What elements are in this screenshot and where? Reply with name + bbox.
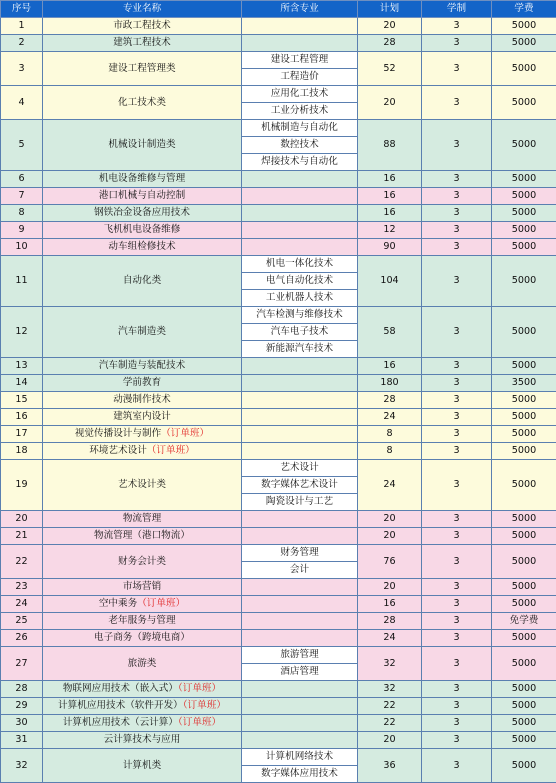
row-number: 30 bbox=[1, 715, 43, 732]
sub-major: 财务管理 bbox=[242, 545, 358, 562]
table-row bbox=[1, 528, 556, 545]
row-number: 29 bbox=[1, 698, 43, 715]
plan-count: 12 bbox=[358, 222, 422, 239]
table-row bbox=[1, 171, 556, 188]
major-name-cell bbox=[43, 120, 242, 171]
tuition-fee: 5000 bbox=[492, 681, 556, 698]
table-row bbox=[1, 647, 556, 664]
row-number: 23 bbox=[1, 579, 43, 596]
duration-years: 3 bbox=[422, 596, 492, 613]
plan-count: 22 bbox=[358, 698, 422, 715]
sub-major: 数字媒体艺术设计 bbox=[242, 477, 358, 494]
plan-count: 20 bbox=[358, 511, 422, 528]
table-row bbox=[1, 732, 556, 749]
plan-count: 24 bbox=[358, 460, 422, 511]
header-no: 序号 bbox=[1, 1, 43, 18]
row-number: 12 bbox=[1, 307, 43, 358]
major-name: 环境艺术设计 bbox=[89, 445, 147, 456]
tuition-fee: 5000 bbox=[492, 52, 556, 86]
plan-count: 24 bbox=[358, 409, 422, 426]
row-number: 15 bbox=[1, 392, 43, 409]
major-name-cell bbox=[43, 307, 242, 358]
table-row bbox=[1, 749, 556, 766]
sub-major: 酒店管理 bbox=[242, 664, 358, 681]
duration-years: 3 bbox=[422, 698, 492, 715]
major-name: 化工技术类 bbox=[118, 97, 166, 108]
row-number: 16 bbox=[1, 409, 43, 426]
duration-years: 3 bbox=[422, 375, 492, 392]
table-row bbox=[1, 460, 556, 477]
row-number: 4 bbox=[1, 86, 43, 120]
tuition-fee: 5000 bbox=[492, 307, 556, 358]
major-name-cell bbox=[43, 443, 242, 460]
major-name-cell bbox=[43, 528, 242, 545]
plan-count: 28 bbox=[358, 35, 422, 52]
tuition-fee: 5000 bbox=[492, 749, 556, 783]
tuition-fee: 5000 bbox=[492, 715, 556, 732]
order-class-tag: （订单班） bbox=[147, 445, 195, 456]
major-name-cell bbox=[43, 205, 242, 222]
tuition-fee: 5000 bbox=[492, 443, 556, 460]
duration-years: 3 bbox=[422, 358, 492, 375]
sub-major-empty bbox=[242, 443, 358, 460]
major-name: 电子商务（跨境电商） bbox=[94, 632, 190, 643]
row-number: 6 bbox=[1, 171, 43, 188]
sub-major-empty bbox=[242, 596, 358, 613]
tuition-fee: 5000 bbox=[492, 732, 556, 749]
table-row bbox=[1, 86, 556, 103]
duration-years: 3 bbox=[422, 35, 492, 52]
tuition-fee: 5000 bbox=[492, 528, 556, 545]
major-name: 云计算技术与应用 bbox=[104, 734, 181, 745]
sub-major-empty bbox=[242, 426, 358, 443]
duration-years: 3 bbox=[422, 307, 492, 358]
major-name-cell bbox=[43, 358, 242, 375]
major-name: 物流管理（港口物流） bbox=[94, 530, 190, 541]
header-row bbox=[1, 1, 556, 18]
sub-major: 旅游管理 bbox=[242, 647, 358, 664]
tuition-fee: 5000 bbox=[492, 630, 556, 647]
table-row bbox=[1, 222, 556, 239]
major-name-cell bbox=[43, 35, 242, 52]
tuition-fee: 5000 bbox=[492, 358, 556, 375]
major-name: 计算机应用技术（软件开发） bbox=[58, 700, 183, 711]
duration-years: 3 bbox=[422, 18, 492, 35]
major-name-cell bbox=[43, 171, 242, 188]
row-number: 8 bbox=[1, 205, 43, 222]
table-row bbox=[1, 375, 556, 392]
duration-years: 3 bbox=[422, 681, 492, 698]
sub-major-empty bbox=[242, 613, 358, 630]
row-number: 25 bbox=[1, 613, 43, 630]
tuition-fee: 5000 bbox=[492, 86, 556, 120]
duration-years: 3 bbox=[422, 715, 492, 732]
major-name: 建筑工程技术 bbox=[113, 37, 171, 48]
plan-count: 16 bbox=[358, 596, 422, 613]
major-name: 机械设计制造类 bbox=[108, 139, 175, 150]
duration-years: 3 bbox=[422, 630, 492, 647]
duration-years: 3 bbox=[422, 545, 492, 579]
major-name-cell bbox=[43, 222, 242, 239]
sub-major-empty bbox=[242, 171, 358, 188]
sub-major: 数字媒体应用技术 bbox=[242, 766, 358, 783]
tuition-fee: 5000 bbox=[492, 579, 556, 596]
sub-major-empty bbox=[242, 358, 358, 375]
row-number: 1 bbox=[1, 18, 43, 35]
header-years: 学制 bbox=[422, 1, 492, 18]
sub-major: 电气自动化技术 bbox=[242, 273, 358, 290]
duration-years: 3 bbox=[422, 188, 492, 205]
row-number: 2 bbox=[1, 35, 43, 52]
sub-major: 机械制造与自动化 bbox=[242, 120, 358, 137]
sub-major: 工业机器人技术 bbox=[242, 290, 358, 307]
plan-count: 16 bbox=[358, 205, 422, 222]
sub-major: 工程造价 bbox=[242, 69, 358, 86]
row-number: 7 bbox=[1, 188, 43, 205]
major-name: 物联网应用技术（嵌入式） bbox=[63, 683, 178, 694]
major-name-cell bbox=[43, 749, 242, 783]
major-name: 市场营销 bbox=[123, 581, 161, 592]
table-row bbox=[1, 579, 556, 596]
major-name-cell bbox=[43, 613, 242, 630]
major-name-cell bbox=[43, 715, 242, 732]
table-row bbox=[1, 698, 556, 715]
duration-years: 3 bbox=[422, 511, 492, 528]
order-class-tag: （订单班） bbox=[183, 700, 226, 711]
table-row bbox=[1, 426, 556, 443]
table-row bbox=[1, 307, 556, 324]
duration-years: 3 bbox=[422, 460, 492, 511]
sub-major-empty bbox=[242, 188, 358, 205]
major-name-cell bbox=[43, 647, 242, 681]
sub-major-empty bbox=[242, 715, 358, 732]
major-name-cell bbox=[43, 52, 242, 86]
sub-major: 应用化工技术 bbox=[242, 86, 358, 103]
tuition-fee: 5000 bbox=[492, 511, 556, 528]
table-row bbox=[1, 409, 556, 426]
row-number: 13 bbox=[1, 358, 43, 375]
duration-years: 3 bbox=[422, 528, 492, 545]
major-name-cell bbox=[43, 239, 242, 256]
header-fee: 学费 bbox=[492, 1, 556, 18]
plan-count: 20 bbox=[358, 528, 422, 545]
plan-count: 180 bbox=[358, 375, 422, 392]
major-name: 飞机机电设备维修 bbox=[104, 224, 181, 235]
duration-years: 3 bbox=[422, 392, 492, 409]
plan-count: 20 bbox=[358, 732, 422, 749]
table-row bbox=[1, 596, 556, 613]
major-name: 财务会计类 bbox=[118, 556, 166, 567]
table-row bbox=[1, 511, 556, 528]
plan-count: 28 bbox=[358, 392, 422, 409]
sub-major: 陶瓷设计与工艺 bbox=[242, 494, 358, 511]
duration-years: 3 bbox=[422, 256, 492, 307]
sub-major-empty bbox=[242, 409, 358, 426]
table-row bbox=[1, 205, 556, 222]
tuition-fee: 5000 bbox=[492, 18, 556, 35]
plan-count: 58 bbox=[358, 307, 422, 358]
table-row bbox=[1, 681, 556, 698]
duration-years: 3 bbox=[422, 613, 492, 630]
table-row bbox=[1, 188, 556, 205]
order-class-tag: （订单班） bbox=[137, 598, 185, 609]
sub-major: 艺术设计 bbox=[242, 460, 358, 477]
major-name-cell bbox=[43, 596, 242, 613]
row-number: 19 bbox=[1, 460, 43, 511]
tuition-fee: 5000 bbox=[492, 409, 556, 426]
major-name-cell bbox=[43, 86, 242, 120]
sub-major-empty bbox=[242, 205, 358, 222]
order-class-tag: （订单班） bbox=[178, 683, 221, 694]
sub-major: 数控技术 bbox=[242, 137, 358, 154]
row-number: 31 bbox=[1, 732, 43, 749]
tuition-fee: 5000 bbox=[492, 545, 556, 579]
sub-major: 新能源汽车技术 bbox=[242, 341, 358, 358]
tuition-fee: 5000 bbox=[492, 596, 556, 613]
major-name: 艺术设计类 bbox=[118, 479, 166, 490]
major-name: 建筑室内设计 bbox=[113, 411, 171, 422]
major-name-cell bbox=[43, 698, 242, 715]
major-name: 钢铁冶金设备应用技术 bbox=[94, 207, 190, 218]
major-name-cell bbox=[43, 732, 242, 749]
plan-count: 16 bbox=[358, 188, 422, 205]
major-name-cell bbox=[43, 579, 242, 596]
tuition-fee: 5000 bbox=[492, 35, 556, 52]
tuition-fee: 5000 bbox=[492, 392, 556, 409]
table-row bbox=[1, 120, 556, 137]
tuition-fee: 5000 bbox=[492, 647, 556, 681]
sub-major-empty bbox=[242, 239, 358, 256]
sub-major-empty bbox=[242, 579, 358, 596]
sub-major-empty bbox=[242, 698, 358, 715]
plan-count: 16 bbox=[358, 171, 422, 188]
tuition-fee: 5000 bbox=[492, 698, 556, 715]
sub-major: 会计 bbox=[242, 562, 358, 579]
major-name: 老年服务与管理 bbox=[108, 615, 175, 626]
plan-count: 32 bbox=[358, 647, 422, 681]
sub-major: 汽车电子技术 bbox=[242, 324, 358, 341]
plan-count: 16 bbox=[358, 358, 422, 375]
major-name: 动漫制作技术 bbox=[113, 394, 171, 405]
row-number: 3 bbox=[1, 52, 43, 86]
plan-count: 28 bbox=[358, 613, 422, 630]
sub-major-empty bbox=[242, 511, 358, 528]
major-name: 港口机械与自动控制 bbox=[99, 190, 185, 201]
plan-count: 20 bbox=[358, 579, 422, 596]
major-name-cell bbox=[43, 545, 242, 579]
duration-years: 3 bbox=[422, 171, 492, 188]
major-name-cell bbox=[43, 460, 242, 511]
sub-major-empty bbox=[242, 681, 358, 698]
row-number: 20 bbox=[1, 511, 43, 528]
duration-years: 3 bbox=[422, 647, 492, 681]
plan-count: 36 bbox=[358, 749, 422, 783]
row-number: 5 bbox=[1, 120, 43, 171]
tuition-fee: 5000 bbox=[492, 120, 556, 171]
sub-major-empty bbox=[242, 732, 358, 749]
table-row bbox=[1, 715, 556, 732]
duration-years: 3 bbox=[422, 120, 492, 171]
table-row bbox=[1, 392, 556, 409]
sub-major-empty bbox=[242, 18, 358, 35]
plan-count: 52 bbox=[358, 52, 422, 86]
duration-years: 3 bbox=[422, 52, 492, 86]
sub-major-empty bbox=[242, 375, 358, 392]
major-name: 物流管理 bbox=[123, 513, 161, 524]
major-name-cell bbox=[43, 409, 242, 426]
sub-major: 汽车检测与维修技术 bbox=[242, 307, 358, 324]
row-number: 11 bbox=[1, 256, 43, 307]
duration-years: 3 bbox=[422, 579, 492, 596]
duration-years: 3 bbox=[422, 205, 492, 222]
major-name-cell bbox=[43, 681, 242, 698]
major-name: 计算机类 bbox=[123, 760, 161, 771]
major-name-cell bbox=[43, 18, 242, 35]
table-row bbox=[1, 18, 556, 35]
sub-major-empty bbox=[242, 630, 358, 647]
sub-major-empty bbox=[242, 35, 358, 52]
tuition-fee: 5000 bbox=[492, 460, 556, 511]
plan-count: 76 bbox=[358, 545, 422, 579]
major-name-cell bbox=[43, 375, 242, 392]
plan-count: 20 bbox=[358, 18, 422, 35]
table-row bbox=[1, 613, 556, 630]
row-number: 24 bbox=[1, 596, 43, 613]
row-number: 21 bbox=[1, 528, 43, 545]
tuition-fee: 5000 bbox=[492, 222, 556, 239]
row-number: 27 bbox=[1, 647, 43, 681]
major-name: 汽车制造与装配技术 bbox=[99, 360, 185, 371]
table-row bbox=[1, 630, 556, 647]
plan-count: 20 bbox=[358, 86, 422, 120]
order-class-tag: （订单班） bbox=[178, 717, 221, 728]
major-name-cell bbox=[43, 392, 242, 409]
major-name: 市政工程技术 bbox=[113, 20, 171, 31]
major-name: 旅游类 bbox=[128, 658, 157, 669]
sub-major-empty bbox=[242, 528, 358, 545]
major-name-cell bbox=[43, 426, 242, 443]
major-name: 视觉传播设计与制作 bbox=[75, 428, 161, 439]
tuition-fee: 5000 bbox=[492, 239, 556, 256]
plan-count: 90 bbox=[358, 239, 422, 256]
sub-major: 焊接技术与自动化 bbox=[242, 154, 358, 171]
duration-years: 3 bbox=[422, 732, 492, 749]
sub-major: 建设工程管理 bbox=[242, 52, 358, 69]
sub-major: 计算机网络技术 bbox=[242, 749, 358, 766]
row-number: 18 bbox=[1, 443, 43, 460]
major-name: 自动化类 bbox=[123, 275, 161, 286]
plan-count: 32 bbox=[358, 681, 422, 698]
order-class-tag: （订单班） bbox=[161, 428, 209, 439]
tuition-fee: 5000 bbox=[492, 426, 556, 443]
major-name: 计算机应用技术（云计算） bbox=[63, 717, 178, 728]
tuition-fee: 5000 bbox=[492, 205, 556, 222]
row-number: 14 bbox=[1, 375, 43, 392]
row-number: 10 bbox=[1, 239, 43, 256]
table-row bbox=[1, 35, 556, 52]
table-body bbox=[1, 18, 556, 783]
sub-major: 工业分析技术 bbox=[242, 103, 358, 120]
header-plan: 计划 bbox=[358, 1, 422, 18]
sub-major-empty bbox=[242, 222, 358, 239]
plan-count: 8 bbox=[358, 443, 422, 460]
row-number: 17 bbox=[1, 426, 43, 443]
duration-years: 3 bbox=[422, 86, 492, 120]
duration-years: 3 bbox=[422, 426, 492, 443]
plan-count: 24 bbox=[358, 630, 422, 647]
major-name-cell bbox=[43, 511, 242, 528]
major-name: 汽车制造类 bbox=[118, 326, 166, 337]
table-row bbox=[1, 239, 556, 256]
plan-count: 22 bbox=[358, 715, 422, 732]
tuition-fee: 免学费 bbox=[492, 613, 556, 630]
sub-major-empty bbox=[242, 392, 358, 409]
major-name-cell bbox=[43, 188, 242, 205]
duration-years: 3 bbox=[422, 239, 492, 256]
table-row bbox=[1, 256, 556, 273]
duration-years: 3 bbox=[422, 443, 492, 460]
row-number: 22 bbox=[1, 545, 43, 579]
major-name: 建设工程管理类 bbox=[108, 63, 175, 74]
duration-years: 3 bbox=[422, 222, 492, 239]
plan-count: 8 bbox=[358, 426, 422, 443]
plan-count: 88 bbox=[358, 120, 422, 171]
sub-major: 机电一体化技术 bbox=[242, 256, 358, 273]
plan-count: 104 bbox=[358, 256, 422, 307]
row-number: 26 bbox=[1, 630, 43, 647]
duration-years: 3 bbox=[422, 749, 492, 783]
major-name: 学前教育 bbox=[123, 377, 161, 388]
tuition-fee: 5000 bbox=[492, 171, 556, 188]
row-number: 32 bbox=[1, 749, 43, 783]
tuition-fee: 5000 bbox=[492, 188, 556, 205]
table-row bbox=[1, 443, 556, 460]
table-row bbox=[1, 52, 556, 69]
table-row bbox=[1, 358, 556, 375]
major-name: 机电设备维修与管理 bbox=[99, 173, 185, 184]
row-number: 9 bbox=[1, 222, 43, 239]
major-name-cell bbox=[43, 256, 242, 307]
major-name: 空中乘务 bbox=[99, 598, 137, 609]
row-number: 28 bbox=[1, 681, 43, 698]
tuition-fee: 3500 bbox=[492, 375, 556, 392]
header-sub: 所含专业 bbox=[242, 1, 358, 18]
duration-years: 3 bbox=[422, 409, 492, 426]
major-name: 动车组检修技术 bbox=[108, 241, 175, 252]
tuition-fee: 5000 bbox=[492, 256, 556, 307]
header-name: 专业名称 bbox=[43, 1, 242, 18]
table-row bbox=[1, 545, 556, 562]
major-name-cell bbox=[43, 630, 242, 647]
